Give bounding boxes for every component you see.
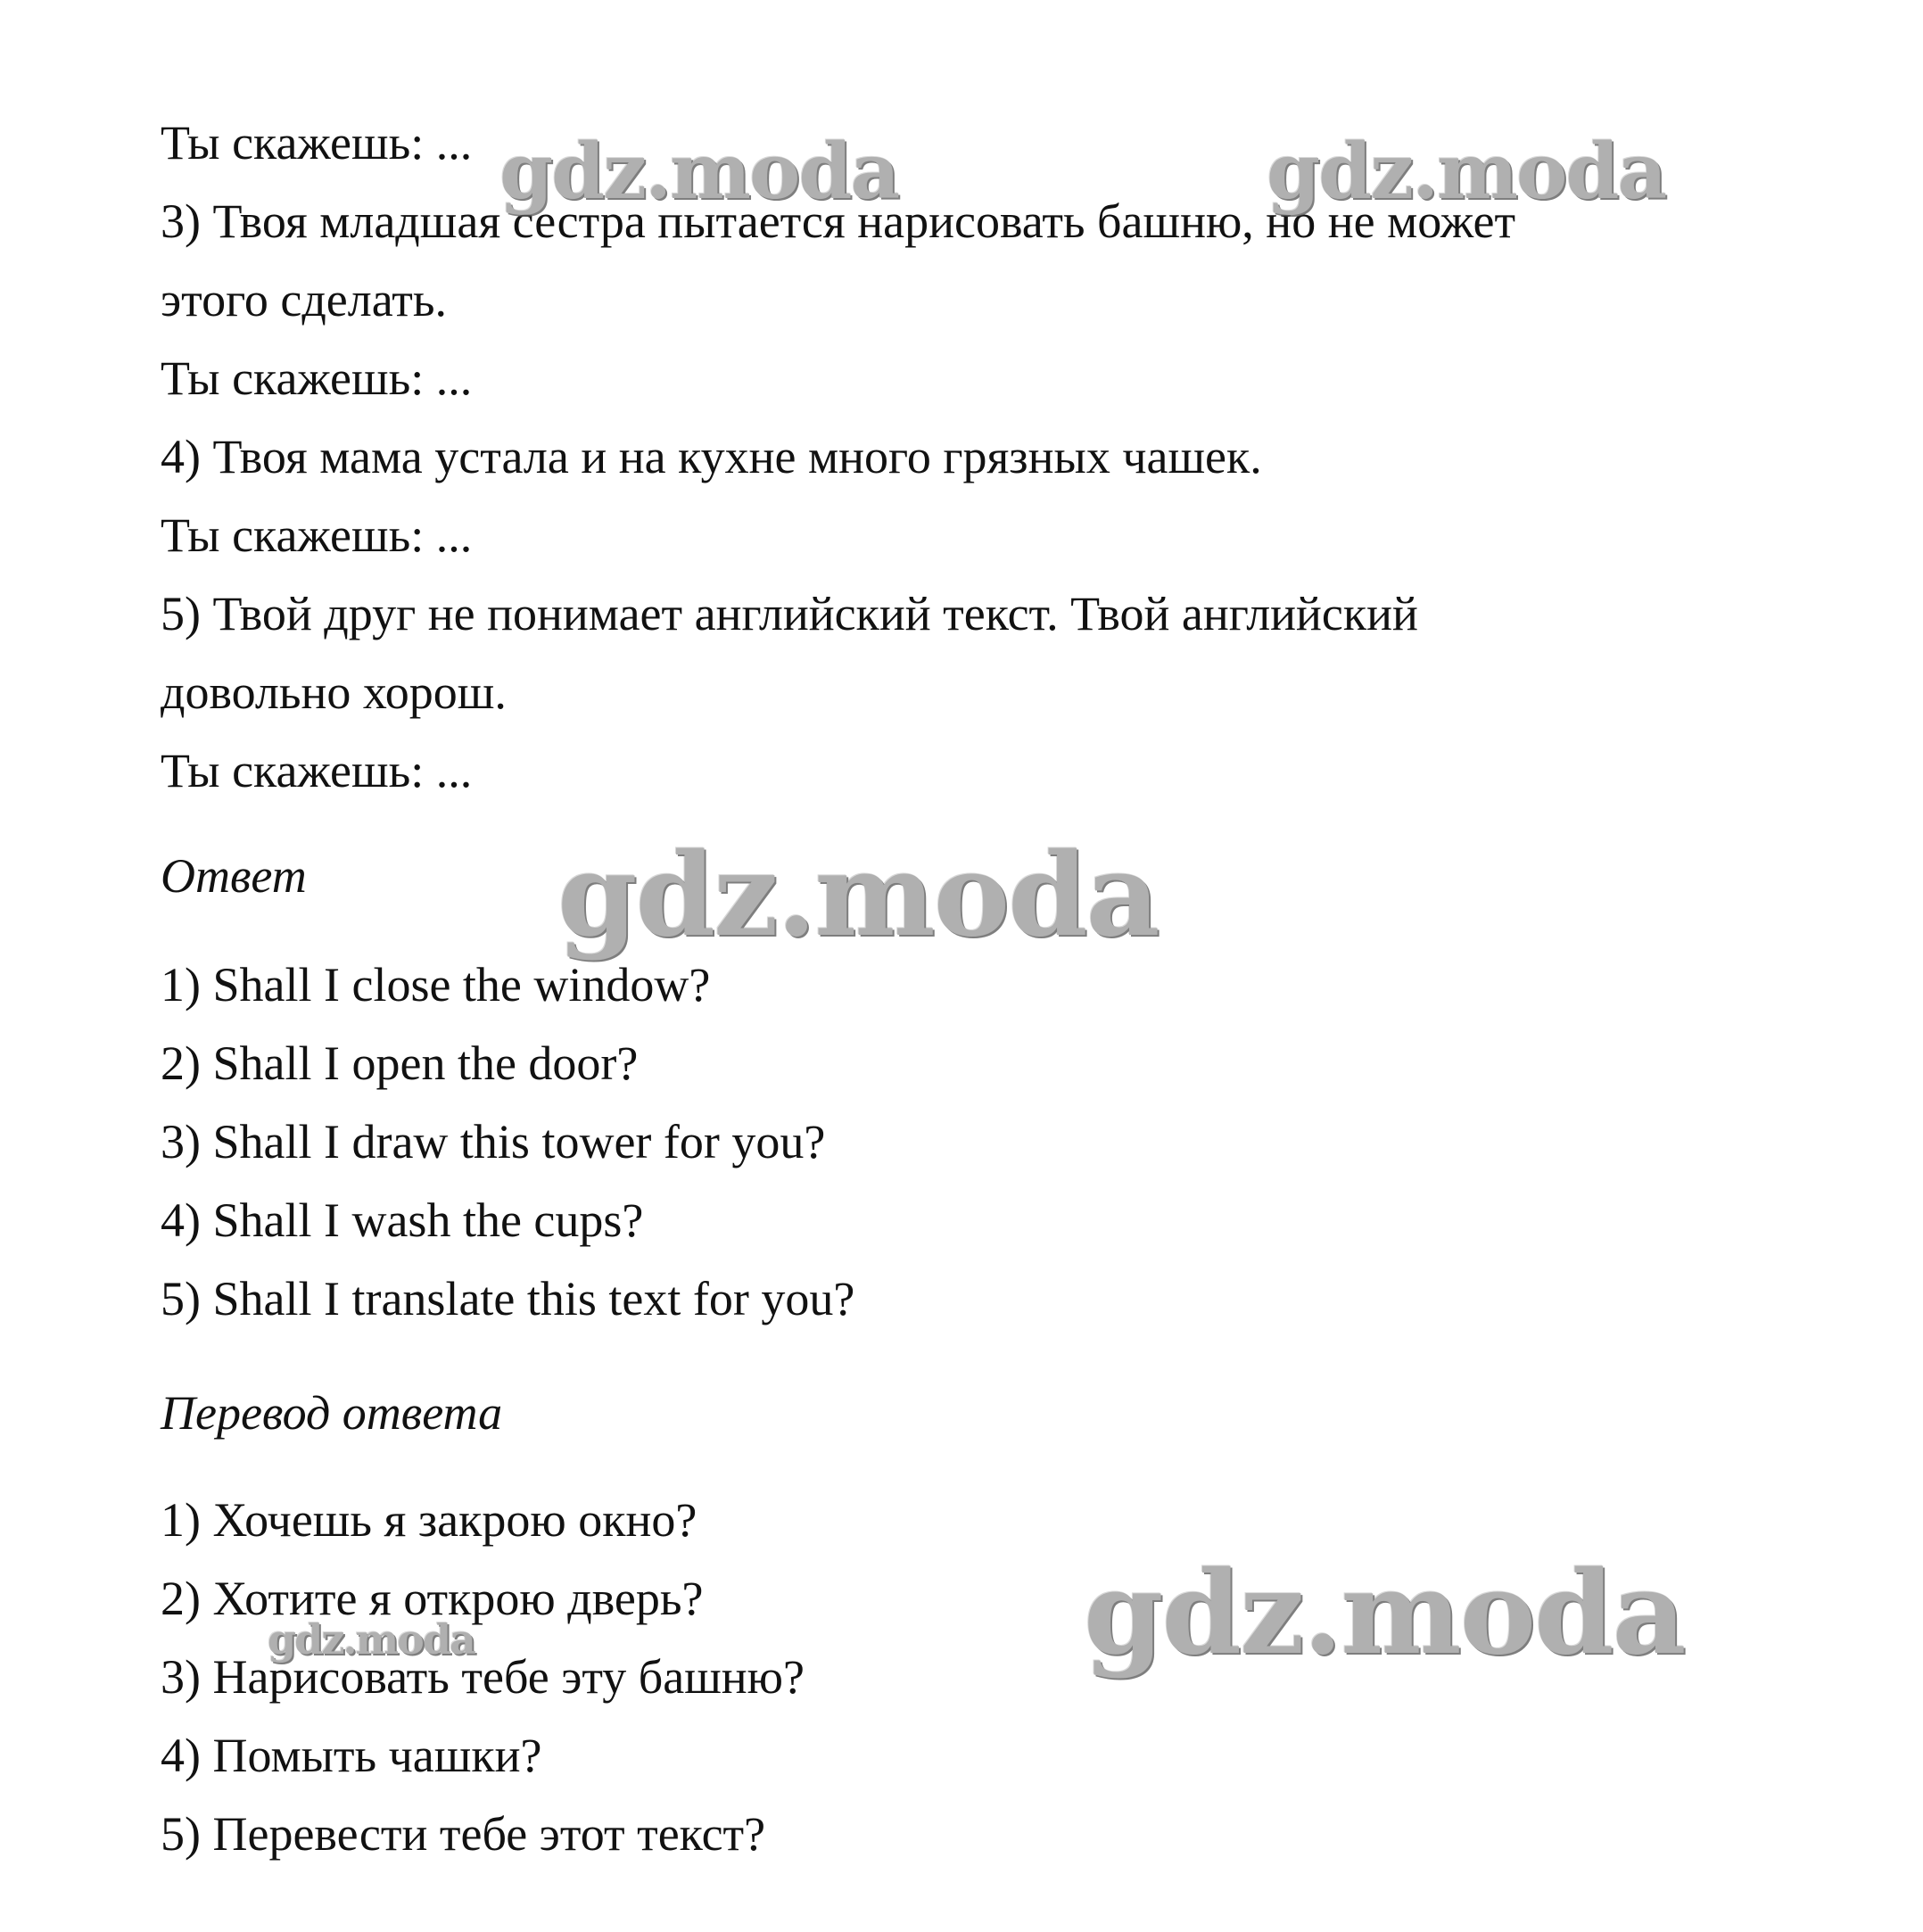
task-line: 4) Твоя мама устала и на кухне много грязных чашек. — [161, 430, 1262, 483]
task-line: 5) Твой друг не понимает английский текст. Твой английский — [161, 587, 1418, 640]
watermark: gdz.moda — [557, 829, 1159, 962]
task-line: 3) Твоя младшая сестра пытается нарисовать башню, но не может — [161, 194, 1516, 248]
watermark: gdz.moda — [1084, 1547, 1685, 1680]
answer-item: 3) Shall I draw this tower for you? — [161, 1115, 826, 1168]
answer-item: 4) Shall I wash the cups? — [161, 1193, 644, 1247]
translation-item: 5) Перевести тебе этот текст? — [161, 1807, 766, 1861]
answer-item: 5) Shall I translate this text for you? — [161, 1272, 855, 1325]
task-line: Ты скажешь: ... — [161, 116, 473, 169]
watermark: gdz.moda — [268, 1615, 475, 1664]
translation-item: 1) Хочешь я закрою окно? — [161, 1493, 697, 1547]
answer-heading: Ответ — [161, 849, 307, 903]
task-line: Ты скажешь: ... — [161, 351, 473, 405]
translation-heading: Перевод ответа — [161, 1386, 503, 1440]
watermark: gdz.moda — [499, 127, 899, 217]
translation-item: 4) Помыть чашки? — [161, 1729, 542, 1782]
watermark: gdz.moda — [1267, 127, 1666, 217]
task-line: Ты скажешь: ... — [161, 508, 473, 562]
task-line: этого сделать. — [161, 273, 448, 326]
translation-item: 3) Нарисовать тебе эту башню? — [161, 1650, 805, 1704]
answer-item: 1) Shall I close the window? — [161, 958, 711, 1011]
answer-item: 2) Shall I open the door? — [161, 1036, 639, 1090]
task-line: довольно хорош. — [161, 665, 507, 719]
translation-item: 2) Хотите я открою дверь? — [161, 1572, 704, 1625]
task-line: Ты скажешь: ... — [161, 744, 473, 797]
